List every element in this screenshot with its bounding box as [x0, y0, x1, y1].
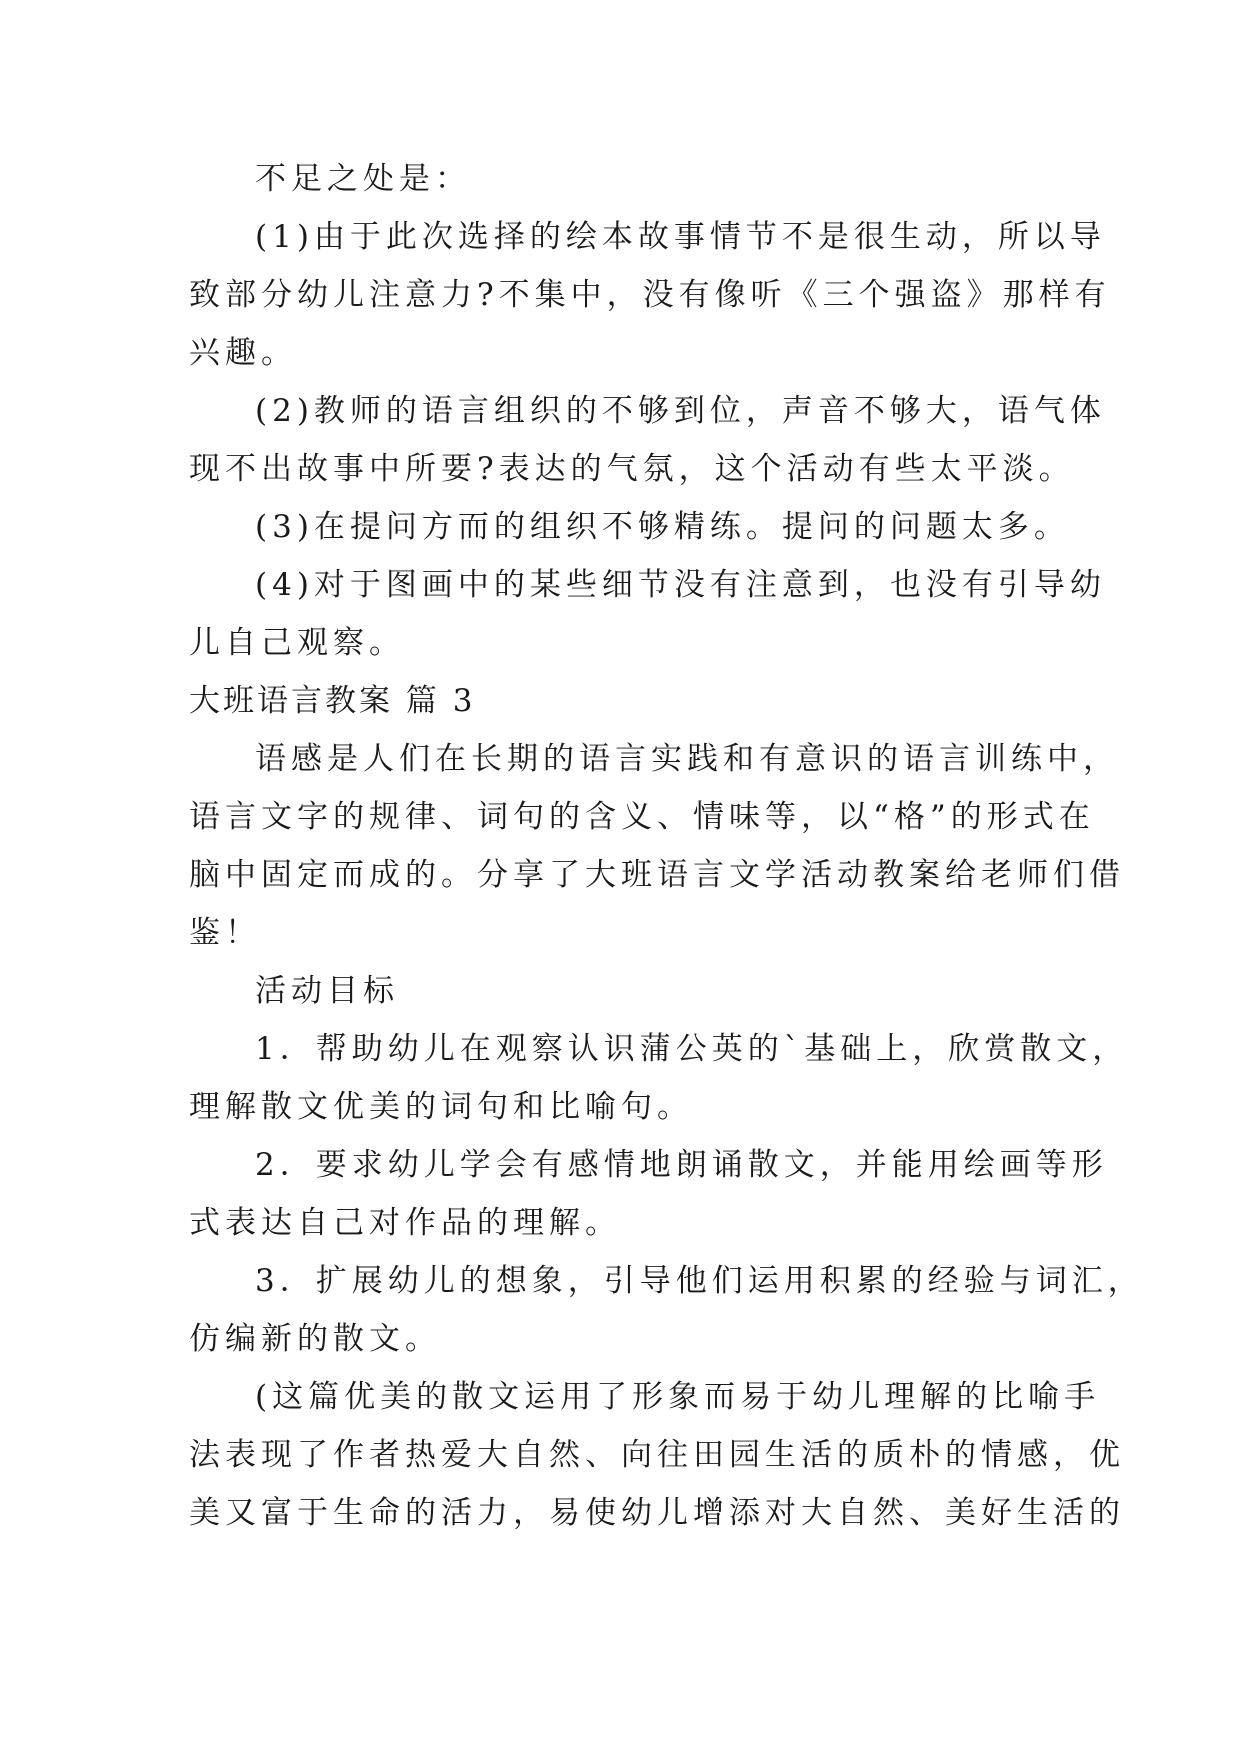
text-line: (4)对于图画中的某些细节没有注意到，也没有引导幼 — [255, 567, 1106, 603]
text-line: 现不出故事中所要?表达的气氛，这个活动有些太平淡。 — [189, 451, 1075, 487]
text-line: 脑中固定而成的。分享了大班语言文学活动教案给老师们借 — [189, 857, 1125, 893]
text-line: (2)教师的语言组织的不够到位，声音不够大，语气体 — [255, 393, 1106, 429]
text-line: (1)由于此次选择的绘本故事情节不是很生动，所以导 — [255, 219, 1106, 255]
text-line: 不足之处是： — [255, 161, 471, 197]
text-line: 致部分幼儿注意力?不集中，没有像听《三个强盗》那样有 — [189, 277, 1111, 313]
text-line: 理解散文优美的词句和比喻句。 — [189, 1089, 693, 1125]
subheading: 活动目标 — [255, 973, 399, 1009]
text-line: 鉴！ — [189, 915, 261, 951]
text-line: 美又富于生命的活力，易使幼儿增添对大自然、美好生活的 — [189, 1495, 1125, 1531]
text-line: 2．要求幼儿学会有感情地朗诵散文，并能用绘画等形 — [255, 1147, 1108, 1183]
text-line: 仿编新的散文。 — [189, 1321, 441, 1357]
text-line: (这篇优美的散文运用了形象而易于幼儿理解的比喻手 — [255, 1379, 1101, 1415]
text-line: 儿自己观察。 — [189, 625, 405, 661]
section-heading: 大班语言教案 篇 3 — [189, 683, 476, 719]
text-line: 3．扩展幼儿的想象，引导他们运用积累的经验与词汇， — [255, 1263, 1144, 1299]
document-page — [189, 150, 1144, 1542]
text-line: (3)在提问方而的组织不够精练。提问的问题太多。 — [255, 509, 1070, 545]
text-line: 语感是人们在长期的语言实践和有意识的语言训练中， — [255, 741, 1119, 777]
text-line: 式表达自己对作品的理解。 — [189, 1205, 621, 1241]
text-line: 语言文字的规律、词句的含义、情味等，以“格”的形式在 — [189, 799, 1095, 835]
text-line: 兴趣。 — [189, 335, 297, 371]
text-line: 1．帮助幼儿在观察认识蒲公英的`基础上，欣赏散文， — [255, 1031, 1129, 1067]
text-line: 法表现了作者热爱大自然、向往田园生活的质朴的情感，优 — [189, 1437, 1125, 1473]
